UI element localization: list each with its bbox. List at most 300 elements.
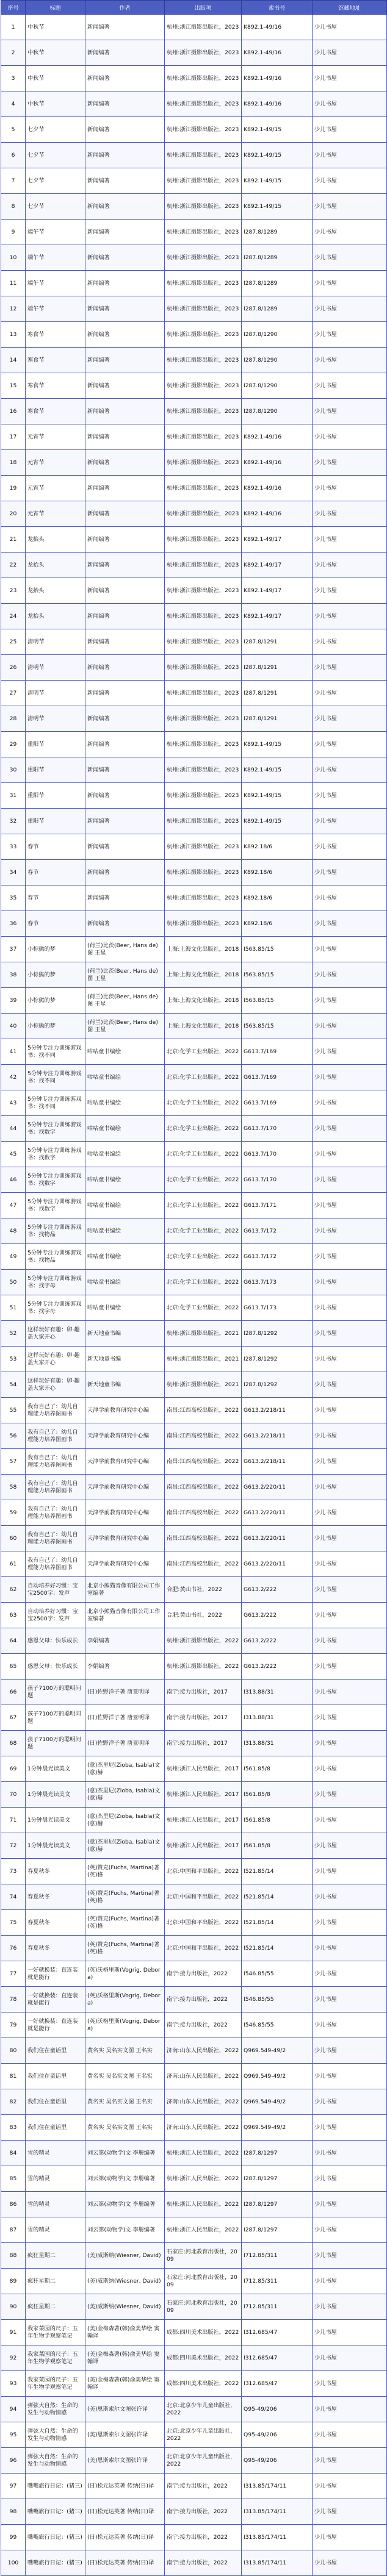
- cell-call-number: K892.1-49/17: [242, 527, 313, 553]
- cell-author: 咕咕童书编绘: [85, 1270, 165, 1295]
- table-row: [1, 553, 387, 578]
- cell-location: 少儿书屋: [313, 809, 387, 834]
- cell-seq: 87: [1, 2217, 26, 2243]
- cell-author: (美)金梅森著(韩)俞美华绘 窦翰译: [85, 2320, 165, 2345]
- table-row: [1, 296, 387, 322]
- cell-title: 5分钟专注力训练游戏书：找数字: [26, 1193, 85, 1218]
- table-row: [1, 1321, 387, 1347]
- cell-author: (英)沃格里斯(Vogrig, Debora): [85, 2012, 165, 2038]
- cell-author: (日)佐野洋子著 唐亚明译: [85, 1731, 165, 1756]
- cell-location: 少儿书屋: [313, 629, 387, 655]
- table-row: [1, 706, 387, 732]
- cell-call-number: K892.1-49/16: [242, 15, 313, 40]
- cell-author: (美)威斯纳(Wiesner, David): [85, 2294, 165, 2320]
- cell-author: 新闻编著: [85, 194, 165, 220]
- cell-title: 嘴嘴旅行日记：(猪三): [26, 2474, 85, 2499]
- cell-location: 少儿书屋: [313, 2141, 387, 2166]
- cell-call-number: K892.1-49/15: [242, 168, 313, 194]
- table-row: [1, 2448, 387, 2474]
- cell-seq: 92: [1, 2345, 26, 2371]
- cell-location: 少儿书屋: [313, 1014, 387, 1039]
- cell-publisher: 杭州:浙江摄影出版社，2023: [165, 322, 242, 348]
- cell-author: 新闻编著: [85, 322, 165, 348]
- table-row: [1, 2345, 387, 2371]
- cell-call-number: G613.2/218/11: [242, 1423, 313, 1449]
- cell-title: 疯狂星期二: [26, 2294, 85, 2320]
- cell-location: 少儿书屋: [313, 1347, 387, 1372]
- cell-location: 少儿书屋: [313, 1372, 387, 1398]
- cell-location: 少儿书屋: [313, 1987, 387, 2012]
- cell-title: 我有自己了：幼儿自理能力培养图画书: [26, 1475, 85, 1500]
- cell-location: 少儿书屋: [313, 245, 387, 271]
- cell-title: 5分钟专注力训练游戏书：找数字: [26, 1142, 85, 1167]
- cell-call-number: I313.88/31: [242, 1731, 313, 1756]
- cell-title: 疯狂星期二: [26, 2243, 85, 2269]
- cell-seq: 20: [1, 501, 26, 527]
- cell-publisher: 杭州:浙江人民出版社，2017: [165, 1756, 242, 1782]
- cell-seq: 72: [1, 1833, 26, 1859]
- cell-title: 寒食节: [26, 373, 85, 399]
- cell-location: 少儿书屋: [313, 578, 387, 604]
- cell-seq: 6: [1, 143, 26, 168]
- cell-call-number: G613.2/220/11: [242, 1551, 313, 1577]
- cell-author: (意)杰里尼(Zioba, Isabla)文 (意)赫: [85, 1833, 165, 1859]
- cell-author: (意)杰里尼(Zioba, Isabla)文 (意)赫: [85, 1808, 165, 1833]
- cell-location: 少儿书屋: [313, 604, 387, 629]
- cell-seq: 99: [1, 2525, 26, 2550]
- header-location: 馆藏地址: [313, 1, 387, 15]
- cell-title: 我们住在童话里: [26, 2115, 85, 2141]
- cell-seq: 8: [1, 194, 26, 220]
- cell-location: 少儿书屋: [313, 1782, 387, 1808]
- cell-call-number: I287.8/1291: [242, 655, 313, 681]
- cell-title: 春夏秋冬: [26, 1884, 85, 1910]
- cell-title: 春节: [26, 886, 85, 911]
- table-row: [1, 1398, 387, 1423]
- cell-publisher: 石家庄:河北教育出版社，2009: [165, 2294, 242, 2320]
- cell-author: 李娟编著: [85, 1654, 165, 1680]
- cell-location: 少儿书屋: [313, 117, 387, 143]
- cell-call-number: G613.7/170: [242, 1167, 313, 1193]
- cell-title: 我有自己了：幼儿自理能力培养图画书: [26, 1398, 85, 1423]
- table-row: [1, 1372, 387, 1398]
- cell-location: 少儿书屋: [313, 1756, 387, 1782]
- cell-seq: 95: [1, 2422, 26, 2448]
- cell-author: (日)松元达英著 传纳(日)译: [85, 2525, 165, 2550]
- table-row: [1, 91, 387, 117]
- cell-call-number: K892.1-49/16: [242, 91, 313, 117]
- cell-author: 新天地童书编: [85, 1372, 165, 1398]
- table-row: [1, 1936, 387, 1961]
- cell-seq: 98: [1, 2499, 26, 2525]
- table-row: [1, 834, 387, 860]
- table-row: [1, 1808, 387, 1833]
- cell-author: (日)松元达英著 传纳(日)译: [85, 2499, 165, 2525]
- cell-title: 这样玩好有趣：卯·趣盖大家开心: [26, 1372, 85, 1398]
- cell-seq: 30: [1, 757, 26, 783]
- table-row: [1, 501, 387, 527]
- cell-call-number: I287.8/1292: [242, 1372, 313, 1398]
- cell-call-number: I712.85/311: [242, 2294, 313, 2320]
- cell-location: 少儿书屋: [313, 168, 387, 194]
- cell-seq: 80: [1, 2038, 26, 2064]
- cell-publisher: 北京:北京少年儿童出版社，2022: [165, 2397, 242, 2422]
- table-row: [1, 348, 387, 373]
- header-row: [1, 1, 387, 15]
- cell-author: 新闻编著: [85, 66, 165, 91]
- cell-publisher: 杭州:浙江摄影出版社，2023: [165, 501, 242, 527]
- header-seq: 序号: [1, 1, 26, 15]
- table-row: [1, 962, 387, 988]
- table-row: [1, 2525, 387, 2550]
- cell-seq: 53: [1, 1347, 26, 1372]
- cell-publisher: 杭州:浙江摄影出版社，2023: [165, 91, 242, 117]
- table-row: [1, 1731, 387, 1756]
- table-row: [1, 2038, 387, 2064]
- cell-publisher: 济南:山东人民出版社，2022: [165, 2089, 242, 2115]
- cell-title: 我家菜园的尺子：五年生物学观察笔记: [26, 2320, 85, 2345]
- cell-location: 少儿书屋: [313, 2371, 387, 2397]
- cell-publisher: 杭州:浙江摄影出版社，2022: [165, 1654, 242, 1680]
- cell-call-number: G613.2/220/11: [242, 1500, 313, 1526]
- cell-author: 新闻编著: [85, 143, 165, 168]
- table-row: [1, 66, 387, 91]
- cell-seq: 91: [1, 2320, 26, 2345]
- cell-location: 少儿书屋: [313, 1628, 387, 1654]
- cell-title: 龙抬头: [26, 553, 85, 578]
- cell-title: 寒食节: [26, 322, 85, 348]
- cell-seq: 25: [1, 629, 26, 655]
- cell-publisher: 北京:化学工业出版社，2022: [165, 1218, 242, 1244]
- table-row: [1, 1628, 387, 1654]
- cell-call-number: Q95-49/206: [242, 2448, 313, 2474]
- table-row: [1, 1551, 387, 1577]
- cell-title: 雪的精灵: [26, 2217, 85, 2243]
- cell-publisher: 南宁:接力出版社，2022: [165, 2474, 242, 2499]
- cell-call-number: I287.8/1289: [242, 220, 313, 245]
- table-row: [1, 1167, 387, 1193]
- cell-publisher: 杭州:浙江摄影出版社，2023: [165, 629, 242, 655]
- cell-title: 5分钟专注力训练游戏书：找数字: [26, 1116, 85, 1142]
- cell-title: 疯狂星期二: [26, 2269, 85, 2294]
- cell-author: 咕咕童书编绘: [85, 1142, 165, 1167]
- table-row: [1, 220, 387, 245]
- cell-seq: 19: [1, 476, 26, 501]
- cell-seq: 93: [1, 2371, 26, 2397]
- cell-publisher: 南宁:接力出版社，2022: [165, 1961, 242, 1987]
- cell-title: 春节: [26, 911, 85, 937]
- cell-title: 我们住在童话里: [26, 2064, 85, 2089]
- cell-location: 少儿书屋: [313, 2397, 387, 2422]
- cell-publisher: 杭州:浙江摄影出版社，2023: [165, 476, 242, 501]
- cell-location: 少儿书屋: [313, 2115, 387, 2141]
- cell-title: 嘴嘴旅行日记：(猪三): [26, 2525, 85, 2550]
- header-title: 标题: [26, 1, 85, 15]
- cell-publisher: 杭州:浙江摄影出版社，2023: [165, 681, 242, 706]
- cell-location: 少儿书屋: [313, 2012, 387, 2038]
- cell-title: 春夏秋冬: [26, 1910, 85, 1936]
- cell-publisher: 北京:北京少年儿童出版社，2022: [165, 2422, 242, 2448]
- cell-author: 新闻编著: [85, 604, 165, 629]
- cell-location: 少儿书屋: [313, 655, 387, 681]
- cell-seq: 31: [1, 783, 26, 809]
- cell-author: 咕咕童书编绘: [85, 1295, 165, 1321]
- cell-location: 少儿书屋: [313, 2525, 387, 2550]
- cell-publisher: 杭州:浙江摄影出版社，2023: [165, 348, 242, 373]
- cell-location: 少儿书屋: [313, 553, 387, 578]
- cell-publisher: 北京:化学工业出版社，2022: [165, 1065, 242, 1090]
- table-row: [1, 860, 387, 886]
- cell-author: (美)恩斯索尔文图张许译: [85, 2397, 165, 2422]
- cell-author: 天津学前教育研究中心编: [85, 1423, 165, 1449]
- cell-title: 春节: [26, 860, 85, 886]
- cell-title: 一好就换装：直连装就是能行: [26, 1987, 85, 2012]
- cell-location: 少儿书屋: [313, 962, 387, 988]
- cell-location: 少儿书屋: [313, 450, 387, 476]
- cell-location: 少儿书屋: [313, 476, 387, 501]
- cell-publisher: 杭州:浙江摄影出版社，2023: [165, 655, 242, 681]
- cell-call-number: I561.85/8: [242, 1833, 313, 1859]
- cell-seq: 22: [1, 553, 26, 578]
- cell-publisher: 济南:山东人民出版社，2022: [165, 2064, 242, 2089]
- cell-seq: 69: [1, 1756, 26, 1782]
- cell-publisher: 杭州:浙江摄影出版社，2023: [165, 168, 242, 194]
- cell-author: (意)杰里尼(Zioba, Isabla)文 (意)赫: [85, 1782, 165, 1808]
- cell-publisher: 北京:化学工业出版社，2022: [165, 1039, 242, 1065]
- cell-title: 春夏秋冬: [26, 1859, 85, 1884]
- cell-title: 重阳节: [26, 809, 85, 834]
- cell-author: 新闻编著: [85, 271, 165, 296]
- cell-title: 雪的精灵: [26, 2166, 85, 2192]
- table-row: [1, 527, 387, 553]
- table-row: [1, 1039, 387, 1065]
- cell-seq: 35: [1, 886, 26, 911]
- cell-location: 少儿书屋: [313, 732, 387, 757]
- cell-author: 刘云第(动物学)文 李册编著: [85, 2217, 165, 2243]
- cell-seq: 58: [1, 1475, 26, 1500]
- cell-title: 自动培养好习惯：宝宝2500字：发声: [26, 1577, 85, 1603]
- cell-location: 少儿书屋: [313, 1039, 387, 1065]
- cell-title: 我有自己了：幼儿自理能力培养图画书: [26, 1449, 85, 1475]
- cell-publisher: 南昌:江西高校出版社，2022: [165, 1526, 242, 1551]
- cell-author: 刘云第(动物学)文 李册编著: [85, 2192, 165, 2217]
- cell-publisher: 北京:中国和平出版社，2022: [165, 1884, 242, 1910]
- cell-publisher: 南昌:江西高校出版社，2022: [165, 1398, 242, 1423]
- cell-seq: 17: [1, 424, 26, 450]
- cell-author: 咕咕童书编绘: [85, 1116, 165, 1142]
- cell-title: 雪的精灵: [26, 2141, 85, 2166]
- cell-location: 少儿书屋: [313, 15, 387, 40]
- cell-call-number: I312.685/47: [242, 2320, 313, 2345]
- cell-author: 新天地童书编: [85, 1347, 165, 1372]
- cell-call-number: I313.85/174/11: [242, 2550, 313, 2576]
- cell-call-number: K892.1-49/17: [242, 604, 313, 629]
- cell-author: 咕咕童书编绘: [85, 1167, 165, 1193]
- cell-seq: 96: [1, 2448, 26, 2474]
- cell-author: (美)恩斯索尔文图张许译: [85, 2422, 165, 2448]
- cell-call-number: Q969.549-49/2: [242, 2089, 313, 2115]
- cell-title: 春节: [26, 834, 85, 860]
- cell-title: 小棕熊的梦: [26, 1014, 85, 1039]
- cell-publisher: 杭州:浙江摄影出版社，2023: [165, 220, 242, 245]
- cell-title: 重阳节: [26, 783, 85, 809]
- cell-author: 北京小熊猫音像有限公司工作室编著: [85, 1603, 165, 1628]
- cell-author: 新闻编著: [85, 783, 165, 809]
- cell-publisher: 杭州:浙江摄影出版社，2023: [165, 66, 242, 91]
- cell-author: 新闻编著: [85, 91, 165, 117]
- cell-publisher: 杭州:浙江摄影出版社，2023: [165, 886, 242, 911]
- cell-call-number: Q969.549-49/2: [242, 2115, 313, 2141]
- cell-seq: 45: [1, 1142, 26, 1167]
- cell-location: 少儿书屋: [313, 501, 387, 527]
- cell-location: 少儿书屋: [313, 2192, 387, 2217]
- cell-location: 少儿书屋: [313, 1680, 387, 1705]
- cell-call-number: I521.85/14: [242, 1884, 313, 1910]
- table-row: [1, 757, 387, 783]
- cell-publisher: 杭州:浙江人民出版社，2017: [165, 1782, 242, 1808]
- cell-call-number: K892.18/6: [242, 886, 313, 911]
- cell-title: 寒食节: [26, 399, 85, 424]
- cell-call-number: I287.8/1297: [242, 2217, 313, 2243]
- cell-author: 咕咕童书编绘: [85, 1218, 165, 1244]
- cell-title: 七夕节: [26, 117, 85, 143]
- cell-location: 少儿书屋: [313, 1859, 387, 1884]
- cell-seq: 3: [1, 66, 26, 91]
- cell-seq: 34: [1, 860, 26, 886]
- cell-title: 龙抬头: [26, 527, 85, 553]
- table-row: [1, 2217, 387, 2243]
- cell-location: 少儿书屋: [313, 911, 387, 937]
- cell-publisher: 北京:中国和平出版社，2022: [165, 1936, 242, 1961]
- cell-seq: 56: [1, 1423, 26, 1449]
- cell-author: 新闻编著: [85, 373, 165, 399]
- cell-title: 春夏秋冬: [26, 1936, 85, 1961]
- cell-call-number: I712.85/311: [242, 2243, 313, 2269]
- cell-author: 天津学前教育研究中心编: [85, 1398, 165, 1423]
- cell-seq: 61: [1, 1551, 26, 1577]
- cell-title: 清明节: [26, 629, 85, 655]
- cell-title: 5分钟专注力训练游戏书：找字母: [26, 1270, 85, 1295]
- cell-title: 嘴嘴旅行日记：(猪三): [26, 2499, 85, 2525]
- cell-location: 少儿书屋: [313, 1270, 387, 1295]
- cell-call-number: G613.2/220/11: [242, 1475, 313, 1500]
- cell-location: 少儿书屋: [313, 2474, 387, 2499]
- table-row: [1, 2320, 387, 2345]
- cell-title: 感恩父母：快乐成长: [26, 1654, 85, 1680]
- cell-location: 少儿书屋: [313, 373, 387, 399]
- cell-author: 新闻编著: [85, 168, 165, 194]
- cell-publisher: 北京:化学工业出版社，2022: [165, 1167, 242, 1193]
- cell-seq: 66: [1, 1680, 26, 1705]
- table-row: [1, 1526, 387, 1551]
- cell-title: 孩子7100万的聪明问题: [26, 1731, 85, 1756]
- cell-author: 刘云第(动物学)文 李册编著: [85, 2166, 165, 2192]
- cell-title: 龙抬头: [26, 578, 85, 604]
- cell-call-number: K892.18/6: [242, 911, 313, 937]
- cell-seq: 21: [1, 527, 26, 553]
- cell-call-number: I312.685/47: [242, 2371, 313, 2397]
- table-row: [1, 117, 387, 143]
- cell-seq: 74: [1, 1884, 26, 1910]
- table-row: [1, 783, 387, 809]
- cell-call-number: I563.85/15: [242, 962, 313, 988]
- cell-publisher: 成都:四川美术出版社，2022: [165, 2345, 242, 2371]
- cell-publisher: 杭州:浙江摄影出版社，2023: [165, 424, 242, 450]
- cell-publisher: 上海:上海文化出版社，2018: [165, 1014, 242, 1039]
- table-row: [1, 1218, 387, 1244]
- cell-publisher: 南昌:江西高校出版社，2022: [165, 1449, 242, 1475]
- cell-seq: 28: [1, 706, 26, 732]
- cell-call-number: G613.7/172: [242, 1244, 313, 1270]
- cell-publisher: 上海:上海文化出版社，2018: [165, 962, 242, 988]
- cell-location: 少儿书屋: [313, 2064, 387, 2089]
- cell-call-number: I521.85/14: [242, 1936, 313, 1961]
- table-row: [1, 476, 387, 501]
- cell-publisher: 杭州:浙江摄影出版社，2023: [165, 245, 242, 271]
- cell-title: 清明节: [26, 655, 85, 681]
- cell-call-number: K892.18/6: [242, 834, 313, 860]
- cell-location: 少儿书屋: [313, 1116, 387, 1142]
- cell-title: 感恩父母：快乐成长: [26, 1628, 85, 1654]
- cell-location: 少儿书屋: [313, 1551, 387, 1577]
- table-row: [1, 1193, 387, 1218]
- cell-location: 少儿书屋: [313, 757, 387, 783]
- cell-seq: 14: [1, 348, 26, 373]
- cell-author: 新闻编著: [85, 450, 165, 476]
- book-list-table: [1, 0, 387, 2576]
- table-row: [1, 2141, 387, 2166]
- cell-author: (英)沃格里斯(Vogrig, Debora): [85, 1961, 165, 1987]
- cell-title: 5分钟专注力训练游戏书：找不同: [26, 1065, 85, 1090]
- table-row: [1, 655, 387, 681]
- table-row: [1, 604, 387, 629]
- cell-call-number: G613.7/169: [242, 1039, 313, 1065]
- cell-seq: 68: [1, 1731, 26, 1756]
- cell-call-number: K892.1-49/16: [242, 424, 313, 450]
- cell-author: 天津学前教育研究中心编: [85, 1500, 165, 1526]
- cell-author: (日)松元达英著 传纳(日)译: [85, 2550, 165, 2576]
- table-row: [1, 1347, 387, 1372]
- cell-seq: 46: [1, 1167, 26, 1193]
- cell-author: 咕咕童书编绘: [85, 1244, 165, 1270]
- table-row: [1, 1961, 387, 1987]
- cell-title: 元宵节: [26, 424, 85, 450]
- cell-publisher: 杭州:浙江人民出版社，2022: [165, 2192, 242, 2217]
- cell-publisher: 杭州:浙江摄影出版社，2023: [165, 911, 242, 937]
- cell-publisher: 北京:化学工业出版社，2022: [165, 1090, 242, 1116]
- cell-call-number: G613.7/169: [242, 1090, 313, 1116]
- cell-location: 少儿书屋: [313, 2217, 387, 2243]
- cell-seq: 88: [1, 2243, 26, 2269]
- table-row: [1, 1859, 387, 1884]
- cell-call-number: I712.85/311: [242, 2269, 313, 2294]
- cell-seq: 89: [1, 2269, 26, 2294]
- cell-call-number: I561.85/8: [242, 1808, 313, 1833]
- cell-location: 少儿书屋: [313, 2550, 387, 2576]
- cell-author: (英)赞克(Fuchs, Martina)著 (英)格: [85, 1859, 165, 1884]
- cell-title: 这样玩好有趣：卯·趣盖大家开心: [26, 1321, 85, 1347]
- cell-author: (日)松元达英著 传纳(日)译: [85, 2474, 165, 2499]
- table-header: [1, 1, 387, 15]
- table-row: [1, 1423, 387, 1449]
- cell-seq: 100: [1, 2550, 26, 2576]
- cell-seq: 76: [1, 1936, 26, 1961]
- cell-seq: 50: [1, 1270, 26, 1295]
- cell-call-number: K892.1-49/15: [242, 783, 313, 809]
- cell-publisher: 南宁:接力出版社，2017: [165, 1680, 242, 1705]
- cell-publisher: 合肥:黄山书社，2022: [165, 1603, 242, 1628]
- cell-location: 少儿书屋: [313, 1884, 387, 1910]
